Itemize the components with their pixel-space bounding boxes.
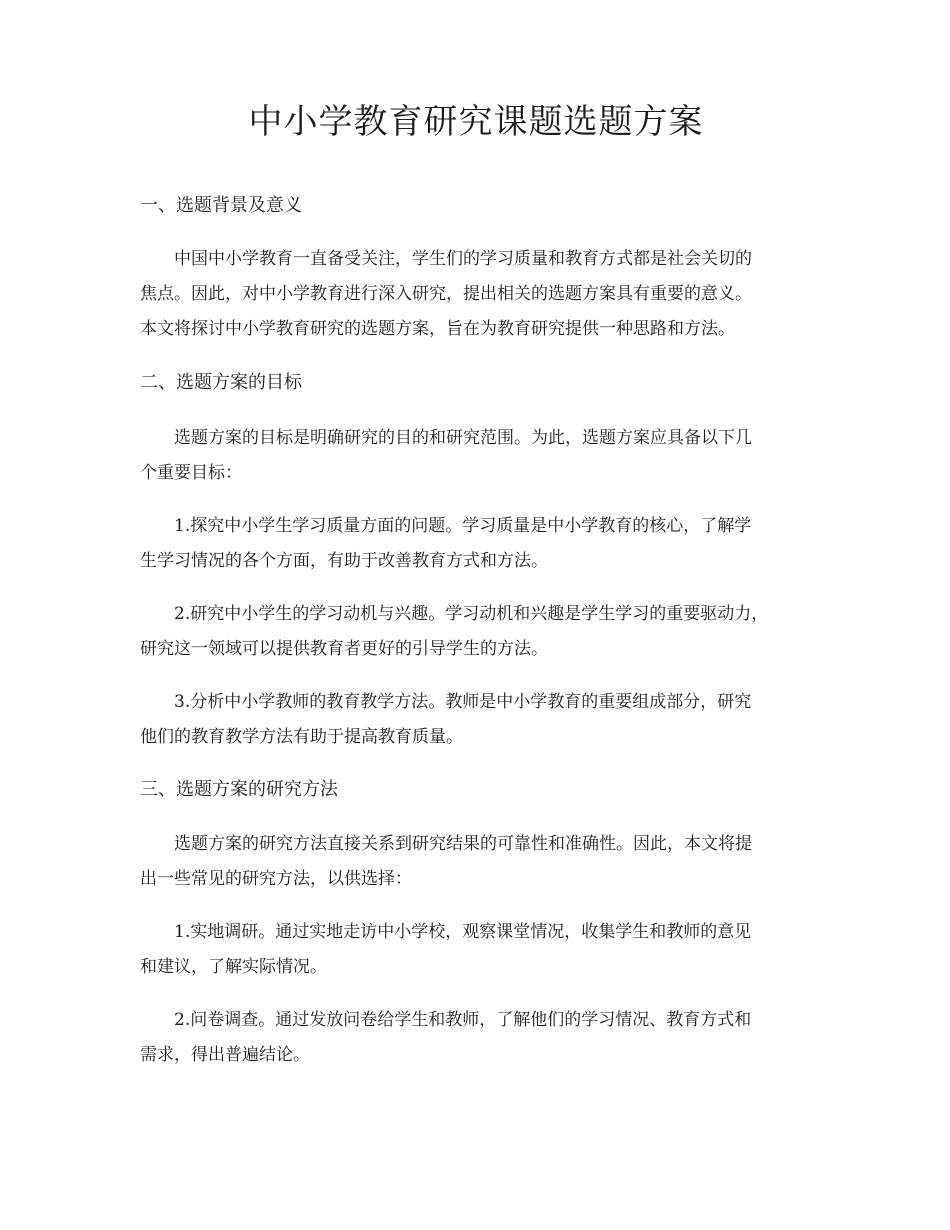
paragraph (140, 242, 812, 347)
list-item-paragraph (140, 685, 812, 755)
paragraph-line: 选题方案的研究方法直接关系到研究结果的可靠性和准确性。因此，本文将提 (174, 834, 752, 854)
paragraph (140, 421, 812, 491)
list-item-paragraph (140, 915, 812, 985)
paragraph-line: 需求，得出普遍结论。 (140, 1045, 310, 1065)
paragraph-line: 中国中小学教育一直备受关注，学生们的学习质量和教育方式都是社会关切的 (174, 249, 752, 269)
list-item-paragraph (140, 597, 812, 667)
paragraph-line: 他们的教育教学方法有助于提高教育质量。 (140, 727, 463, 747)
paragraph (140, 827, 812, 897)
section-heading: 一、选题背景及意义 (140, 195, 302, 216)
paragraph-line: 2.研究中小学生的学习动机与兴趣。学习动机和兴趣是学生学习的重要驱动力， (174, 604, 769, 624)
paragraph-line: 2.问卷调查。通过发放问卷给学生和教师，了解他们的学习情况、教育方式和 (174, 1010, 752, 1030)
paragraph-line: 生学习情况的各个方面，有助于改善教育方式和方法。 (140, 551, 548, 571)
list-item-paragraph (140, 509, 812, 579)
paragraph-line: 本文将探讨中小学教育研究的选题方案，旨在为教育研究提供一种思路和方法。 (140, 319, 735, 339)
document-title: 中小学教育研究课题选题方案 (248, 102, 704, 142)
paragraph-line: 1.实地调研。通过实地走访中小学校，观察课堂情况，收集学生和教师的意见 (174, 922, 752, 942)
paragraph-line: 3.分析中小学教师的教育教学方法。教师是中小学教育的重要组成部分，研究 (174, 692, 752, 712)
paragraph-line: 出一些常见的研究方法，以供选择： (140, 869, 412, 889)
paragraph-line: 1.探究中小学生学习质量方面的问题。学习质量是中小学教育的核心，了解学 (174, 516, 752, 536)
section-heading: 三、选题方案的研究方法 (140, 779, 338, 800)
paragraph-line: 研究这一领域可以提供教育者更好的引导学生的方法。 (140, 639, 548, 659)
paragraph-line: 个重要目标： (140, 463, 242, 483)
section-heading: 二、选题方案的目标 (140, 372, 302, 393)
paragraph-line: 焦点。因此，对中小学教育进行深入研究，提出相关的选题方案具有重要的意义。 (140, 284, 752, 304)
paragraph-line: 和建议，了解实际情况。 (140, 957, 327, 977)
list-item-paragraph (140, 1003, 812, 1073)
paragraph-line: 选题方案的目标是明确研究的目的和研究范围。为此，选题方案应具备以下几 (174, 428, 752, 448)
